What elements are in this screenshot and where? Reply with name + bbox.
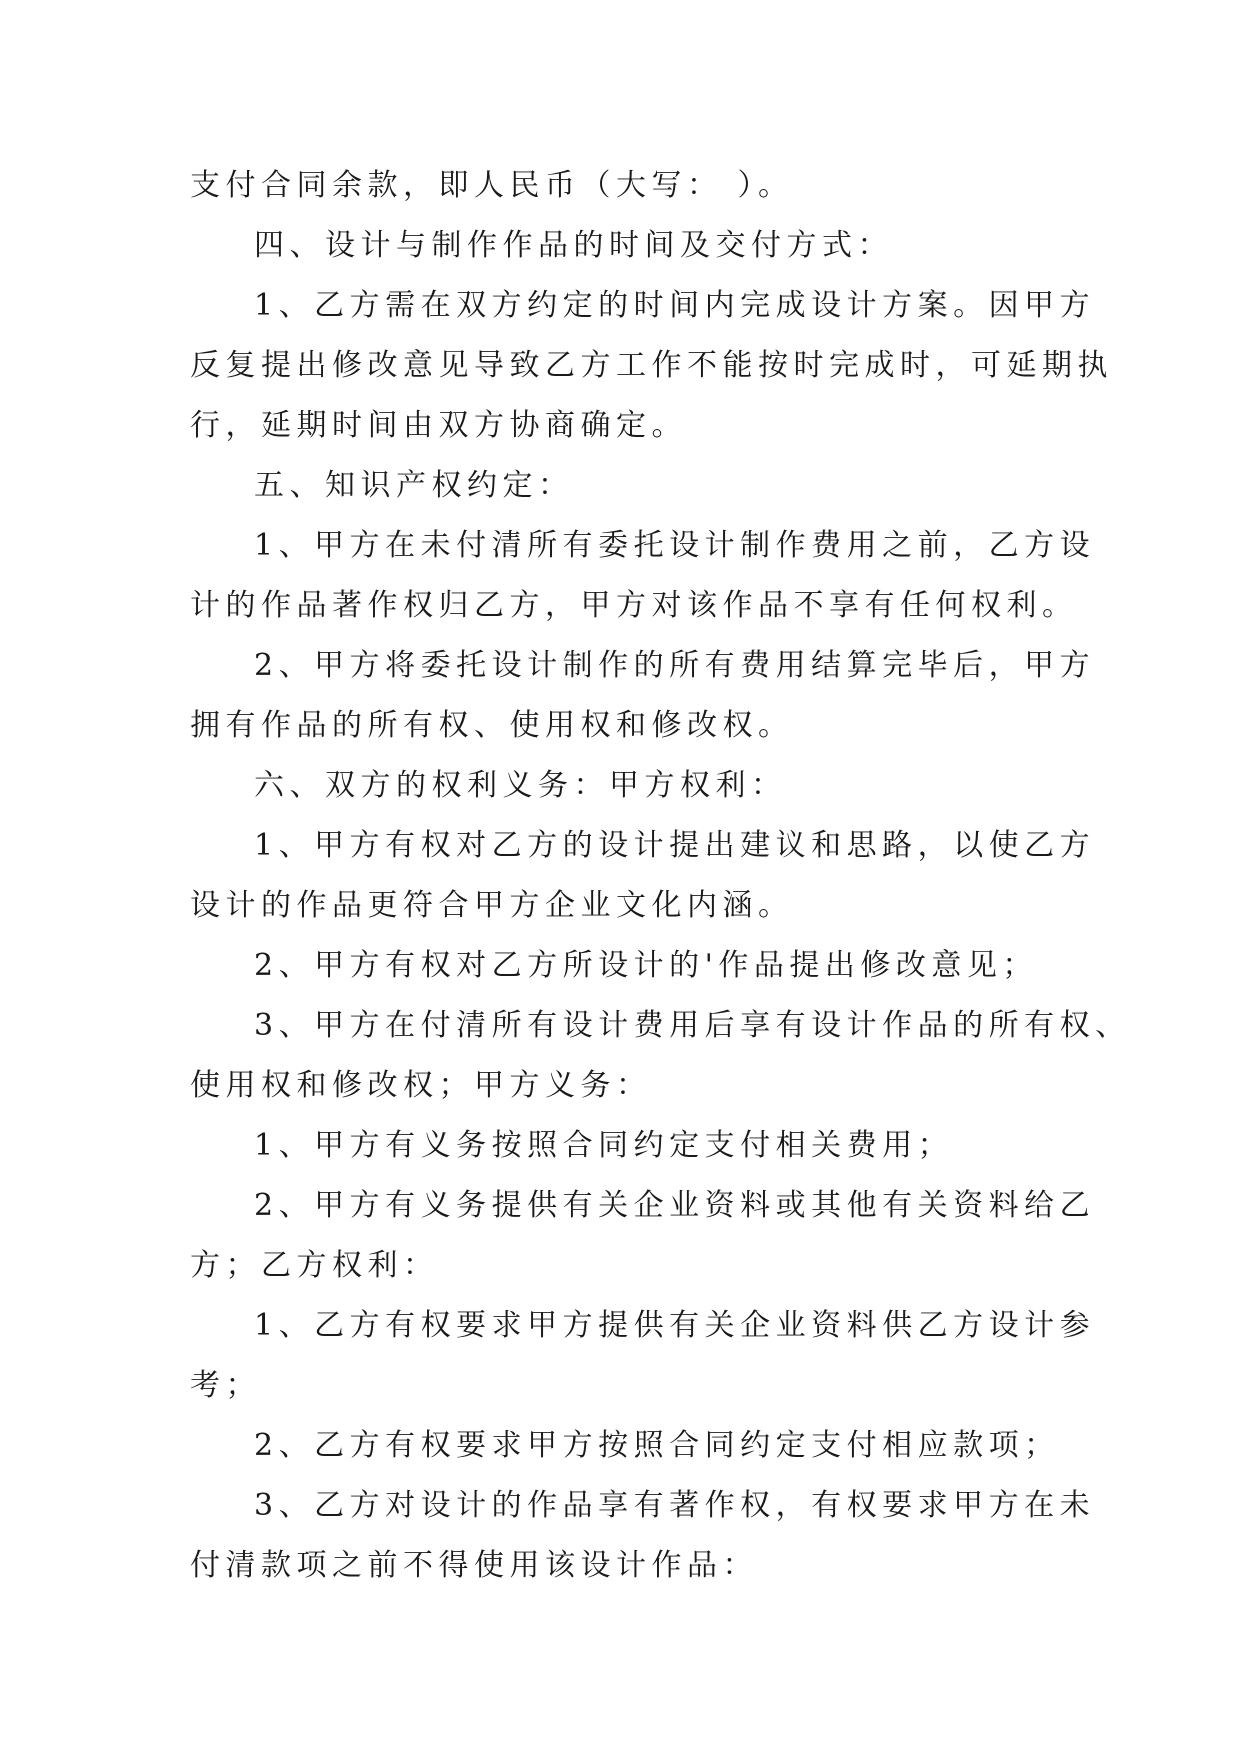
text-line: 2、甲方将委托设计制作的所有费用结算完毕后，甲方 <box>254 648 1096 683</box>
text-line: 计的作品著作权归乙方，甲方对该作品不享有任何权利。 <box>190 588 1078 623</box>
section-heading: 五、知识产权约定： <box>254 468 574 503</box>
text-line: 1、甲方在未付清所有委托设计制作费用之前，乙方设 <box>254 528 1096 563</box>
text-line: 1、甲方有权对乙方的设计提出建议和思路，以使乙方 <box>254 828 1096 863</box>
text-line: 设计的作品更符合甲方企业文化内涵。 <box>190 888 794 923</box>
text-line: 付清款项之前不得使用该设计作品： <box>190 1548 758 1583</box>
text-line: 2、乙方有权要求甲方按照合同约定支付相应款项； <box>254 1428 1060 1463</box>
text-line: 行，延期时间由双方协商确定。 <box>190 408 687 443</box>
text-line: 支付合同余款，即人民币（大写： ）。 <box>190 168 794 203</box>
text-line: 2、甲方有义务提供有关企业资料或其他有关资料给乙 <box>254 1188 1096 1223</box>
text-line: 2、甲方有权对乙方所设计的'作品提出修改意见； <box>254 948 1038 983</box>
text-line: 3、乙方对设计的作品享有著作权，有权要求甲方在未 <box>254 1488 1096 1523</box>
text-line: 1、乙方有权要求甲方提供有关企业资料供乙方设计参 <box>254 1308 1096 1343</box>
text-line: 反复提出修改意见导致乙方工作不能按时完成时，可延期执 <box>190 348 1113 383</box>
text-line: 拥有作品的所有权、使用权和修改权。 <box>190 708 794 743</box>
section-heading: 四、设计与制作作品的时间及交付方式： <box>254 228 893 263</box>
text-line: 考； <box>190 1368 261 1403</box>
section-heading: 六、双方的权利义务：甲方权利： <box>254 768 787 803</box>
text-line: 使用权和修改权；甲方义务： <box>190 1068 652 1103</box>
text-line: 1、甲方有义务按照合同约定支付相关费用； <box>254 1128 954 1163</box>
text-line: 3、甲方在付清所有设计费用后享有设计作品的所有权、 <box>254 1008 1131 1043</box>
text-line: 方；乙方权利： <box>190 1248 439 1283</box>
document-body <box>190 156 1131 1596</box>
text-line: 1、乙方需在双方约定的时间内完成设计方案。因甲方 <box>254 288 1096 323</box>
